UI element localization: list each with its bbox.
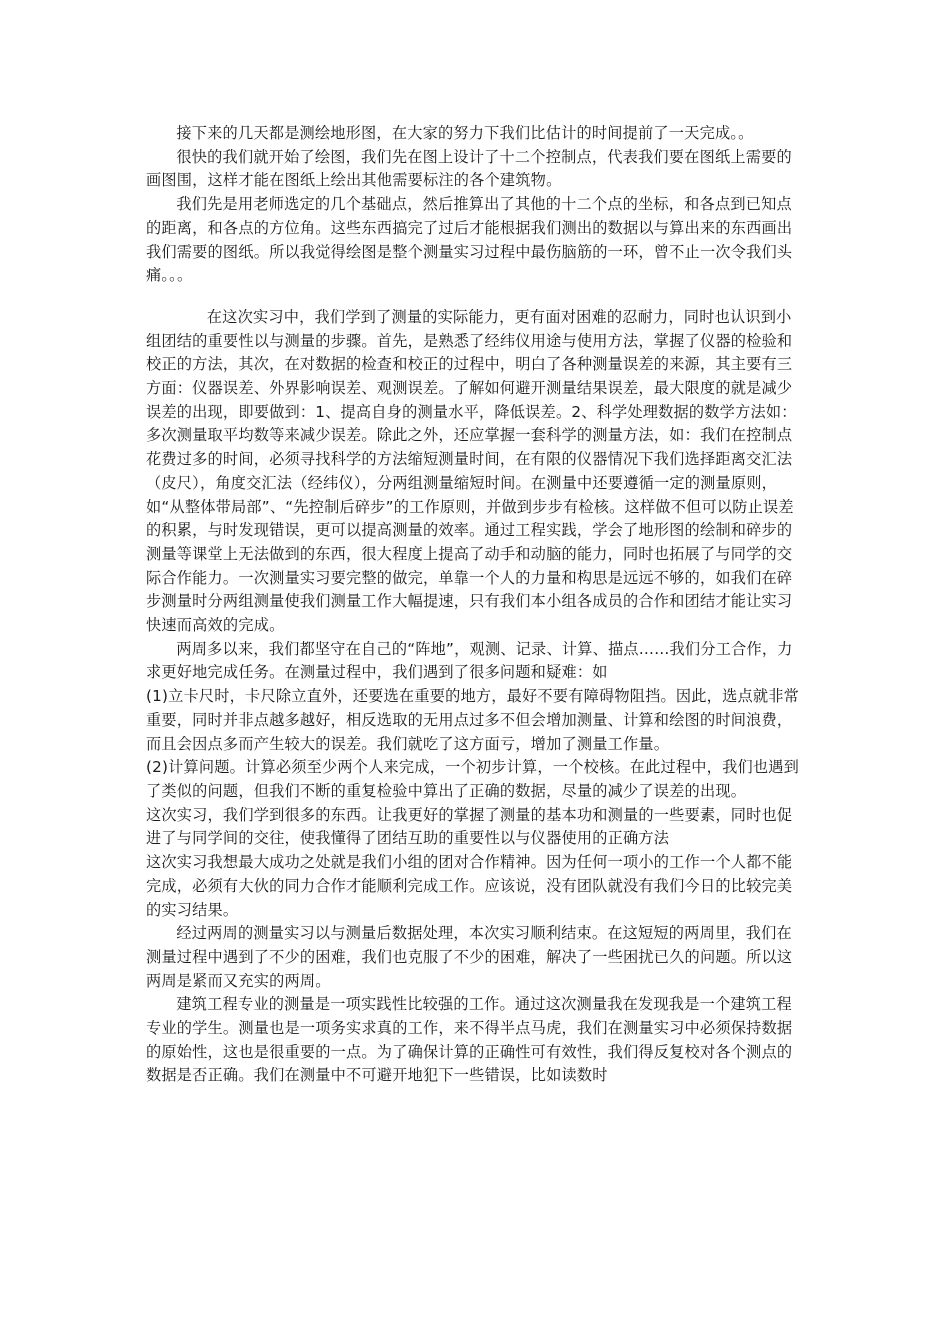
paragraph-learned: 这次实习，我们学到很多的东西。让我更好的掌握了测量的基本功和测量的一些要素，同时也促进了与同学间的交往，使我懂得了团结互助的重要性以与仪器使用的正确方法	[146, 805, 793, 848]
paragraph-gap	[146, 288, 800, 306]
paragraph-practice-summary: 在这次实习中，我们学到了测量的实际能力，更有面对困难的忍耐力，同时也认识到小组团结的重要性以与测量的步骤。首先，是熟悉了经纬仪用途与使用方法，掌握了仪器的检验和校正的方法，其次，在对数据的检查和校正的过程中，明白了各种测量误差的来源，其主要有三方面：仪器误差、外界影响误差、观测误差。了解如何避开测量结果误差，最大限度的就是减少误差的出现，即要做到：1、提高自身的测量水平，降低误差。2、科学处理数据的数学方法如：多次测量取平均数等来减少误差。除此之外，还应掌握一套科学的测量方法，如：我们在控制点花费过多的时间，必须寻找科学的方法缩短测量时间，在有限的仪器情况下我们选择距离交汇法（皮尺），角度交汇法（经纬仪），分两组测量缩短时间。在测量中还要遵循一定的测量原则，如“从整体带局部”、“先控制后碎步”的工作原则，并做到步步有检核。这样做不但可以防止误差的积累，与时发现错误，更可以提高测量的效率。通过工程实践，学会了地形图的绘制和碎步的测量等课堂上无法做到的东西，很大程度上提高了动手和动脑的能力，同时也拓展了与同学的交际合作能力。一次测量实习要完整的做完，单靠一个人的力量和构思是远远不够的，如我们在碎步测量时分两组测量使我们测量工作大幅提速，只有我们本小组各成员的合作和团结才能让实习快速而高效的完成。	[146, 307, 797, 635]
paragraph-drawing-start: 很快的我们就开始了绘图，我们先在图上设计了十二个控制点，代表我们要在图纸上需要的画图围，这样才能在图纸上绘出其他需要标注的各个建筑物。	[146, 147, 792, 190]
paragraph-issue-1: (1)立卡尺时，卡尺除立直外，还要选在重要的地方，最好不要有障碍物阻挡。因此，选点就非常重要，同时并非点越多越好，相反选取的无用点过多不但会增加测量、计算和绘图的时间浪费，而且会因点多而产生较大的误差。我们就吃了这方面亏，增加了测量工作量。	[146, 687, 800, 753]
paragraph-mapping-terrain: 接下来的几天都是测绘地形图，在大家的努力下我们比估计的时间提前了一天完成。。	[176, 124, 754, 142]
paragraph-issue-2: (2)计算问题。计算必须至少两个人来完成，一个初步计算，一个校核。在此过程中，我们也遇到了类似的问题，但我们不断的重复检验中算出了正确的数据，尽量的减少了误差的出现。	[146, 758, 800, 800]
paragraph-teamwork: 这次实习我想最大成功之处就是我们小组的团对合作精神。因为任何一项小的工作一个人都不能完成，必须有大伙的同力合作才能顺利完成工作。应该说，没有团队就没有我们今日的比较完美的实习结果。	[146, 853, 793, 919]
paragraph-control-points: 我们先是用老师选定的几个基础点，然后推算出了其他的十二个点的坐标，和各点到已知点的距离，和各点的方位角。这些东西搞完了过后才能根据我们测出的数据以与算出来的东西画出我们需要的图纸。所以我觉得绘图是整个测量实习过程中最伤脑筋的一环，曾不止一次令我们头痛。。。	[146, 195, 793, 285]
paragraph-conclusion: 经过两周的测量实习以与测量后数据处理，本次实习顺利结束。在这短短的两周里，我们在测量过程中遇到了不少的困难，我们也克服了不少的困难，解决了一些困扰已久的问题。所以这两周是紧而又充实的两周。	[146, 924, 793, 990]
paragraph-two-weeks: 两周多以来，我们都坚守在自己的“阵地”，观测、记录、计算、描点……我们分工合作，力求更好地完成任务。在测量过程中，我们遇到了很多问题和疑难：如	[146, 639, 793, 682]
paragraph-civil-engineering: 建筑工程专业的测量是一项实践性比较强的工作。通过这次测量我在发现我是一个建筑工程专业的学生。测量也是一项务实求真的工作，来不得半点马虎，我们在测量实习中必须保持数据的原始性，这也是很重要的一点。为了确保计算的正确性可有效性，我们得反复校对各个测点的数据是否正确。我们在测量中不可避开地犯下一些错误，比如读数时	[146, 995, 793, 1085]
document-page	[146, 122, 800, 1088]
